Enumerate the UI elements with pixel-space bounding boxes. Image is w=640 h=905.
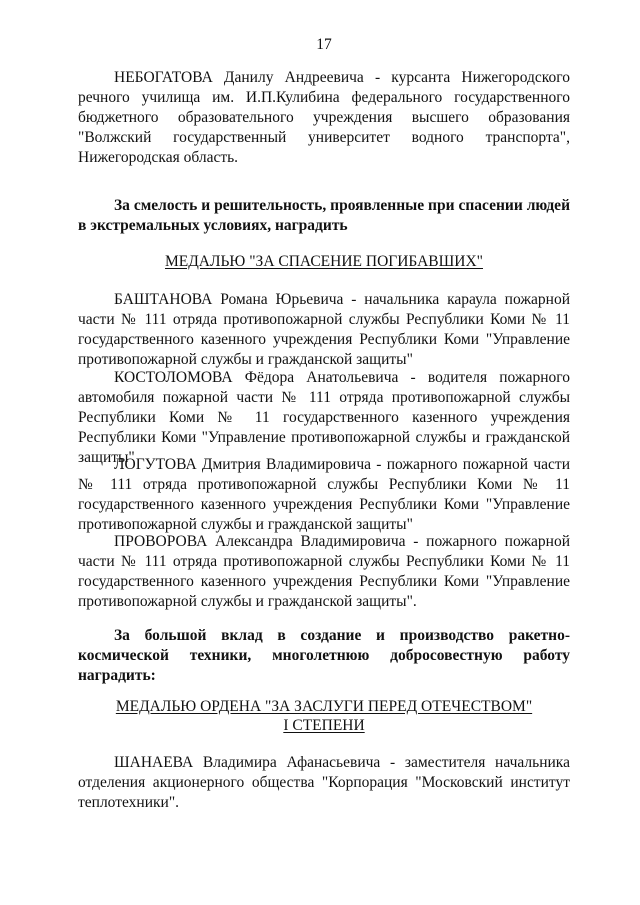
decree-text-space: За большой вклад в создание и производство ракетно-космической техники, многолетнюю добросовестную работу наградить: bbox=[78, 627, 570, 684]
decree-text-bravery: За смелость и решительность, проявленные при спасении людей в экстремальных условиях, наградить bbox=[78, 197, 570, 234]
award-entry-shanaev: ШАНАЕВА Владимира Афанасьевича - заместителя начальника отделения акционерного общества "Корпорация "Московский институт теплотехники". bbox=[78, 754, 570, 811]
medal-heading-order-line1 bbox=[78, 697, 570, 717]
award-entry-kostolomov: КОСТОЛОМОВА Фёдора Анатольевича - водителя пожарного автомобиля пожарной части № 111 отряда противопожарной службы Республики Коми № 11 государственного казенного учреждения Республики Коми "Управление противопожарной службы и гражданской защиты" bbox=[78, 369, 570, 466]
document-page bbox=[78, 0, 570, 905]
medal-heading-order-line1-text: МЕДАЛЬЮ ОРДЕНА "ЗА ЗАСЛУГИ ПЕРЕД ОТЕЧЕСТВОМ" bbox=[115, 698, 533, 715]
medal-heading-order-line2-text: I СТЕПЕНИ bbox=[283, 717, 365, 734]
page-number: 17 bbox=[316, 36, 332, 53]
award-entry-bashtanov: БАШТАНОВА Романа Юрьевича - начальника караула пожарной части № 111 отряда противопожарной службы Республики Коми № 11 государственного казенного учреждения Республики Коми "Управление противопожарной службы и гражданской защиты" bbox=[78, 291, 570, 368]
medal-heading-rescue-text: МЕДАЛЬЮ "ЗА СПАСЕНИЕ ПОГИБАВШИХ" bbox=[164, 253, 483, 270]
award-entry-nebogatov: НЕБОГАТОВА Данилу Андреевича - курсанта Нижегородского речного училища им. И.П.Кулибина федерального государственного бюджетного образовательного учреждения высшего образования "Волжский государственный университет водного транспорта", Нижегородская область. bbox=[78, 69, 570, 166]
award-entry-provorov: ПРОВОРОВА Александра Владимировича - пожарного пожарной части № 111 отряда противопожарной службы Республики Коми № 11 государственного казенного учреждения Республики Коми "Управление противопожарной службы и гражданской защиты". bbox=[78, 533, 570, 610]
medal-heading-order-line2 bbox=[78, 716, 570, 736]
medal-heading-rescue bbox=[78, 252, 570, 272]
award-entry-logutov: ЛОГУТОВА Дмитрия Владимировича - пожарного пожарной части № 111 отряда противопожарной службы Республики Коми № 11 государственного казенного учреждения Республики Коми "Управление противопожарной службы и гражданской защиты" bbox=[78, 456, 570, 533]
